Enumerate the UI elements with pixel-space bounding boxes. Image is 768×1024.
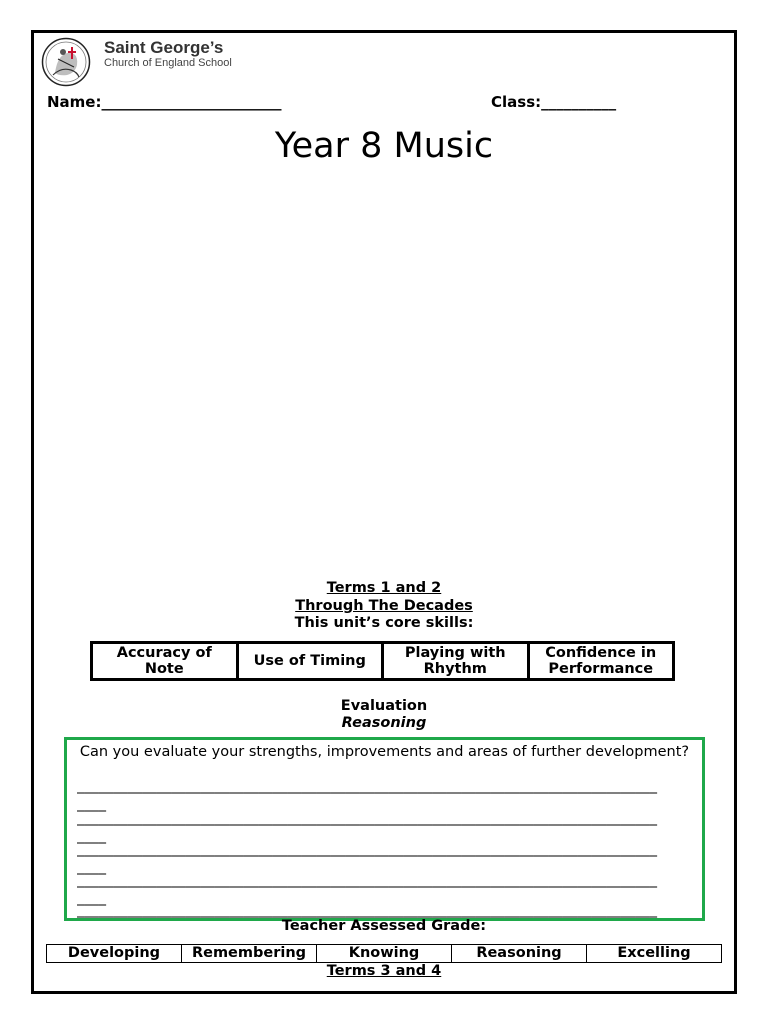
evaluation-subheading: Reasoning bbox=[341, 715, 427, 731]
page-title: Year 8 Music bbox=[274, 126, 494, 166]
grade-label: Teacher Assessed Grade: bbox=[281, 918, 487, 934]
unit-topic: Through The Decades bbox=[295, 598, 473, 614]
skills-heading: This unit’s core skills: bbox=[294, 615, 474, 631]
school-crest-logo bbox=[41, 37, 91, 87]
skill-cell: Accuracy of Note bbox=[92, 643, 238, 680]
grade-option[interactable]: Developing bbox=[47, 945, 182, 963]
answer-line[interactable]: ________________________________________________________________________________ bbox=[77, 902, 657, 918]
class-field[interactable] bbox=[491, 93, 616, 111]
school-name: Saint George’s bbox=[104, 38, 224, 57]
next-terms-heading: Terms 3 and 4 bbox=[326, 963, 442, 979]
terms-heading: Terms 1 and 2 bbox=[326, 580, 442, 596]
school-subtitle: Church of England School bbox=[104, 57, 232, 69]
evaluation-question: Can you evaluate your strengths, improvements and areas of further development? bbox=[79, 744, 690, 760]
answer-line[interactable]: ________________________________________________________________________________ bbox=[77, 872, 657, 888]
name-blank: ________________________ bbox=[101, 93, 282, 111]
evaluation-heading: Evaluation bbox=[340, 698, 428, 714]
answer-line[interactable]: ________________________________________________________________________________ bbox=[77, 778, 657, 794]
answer-line[interactable]: ________________________________________________________________________________ bbox=[77, 810, 657, 826]
skill-cell: Confidence in Performance bbox=[528, 643, 674, 680]
grade-option[interactable]: Knowing bbox=[317, 945, 452, 963]
grade-table bbox=[46, 944, 722, 963]
grade-option[interactable]: Remembering bbox=[182, 945, 317, 963]
answer-line-tail[interactable]: ____ bbox=[77, 796, 106, 812]
evaluation-box bbox=[64, 737, 705, 921]
name-label: Name: bbox=[47, 93, 102, 111]
grade-option[interactable]: Reasoning bbox=[452, 945, 587, 963]
skill-cell: Use of Timing bbox=[237, 643, 383, 680]
class-label: Class: bbox=[491, 93, 542, 111]
skill-cell: Playing with Rhythm bbox=[383, 643, 529, 680]
answer-line-tail[interactable]: ____ bbox=[77, 890, 106, 906]
answer-line[interactable]: ________________________________________________________________________________ bbox=[77, 841, 657, 857]
name-field[interactable] bbox=[47, 93, 281, 111]
core-skills-table bbox=[90, 641, 675, 681]
answer-line-tail[interactable]: ____ bbox=[77, 828, 106, 844]
class-blank: __________ bbox=[541, 93, 617, 111]
grade-option[interactable]: Excelling bbox=[587, 945, 722, 963]
answer-line-tail[interactable]: ____ bbox=[77, 859, 106, 875]
